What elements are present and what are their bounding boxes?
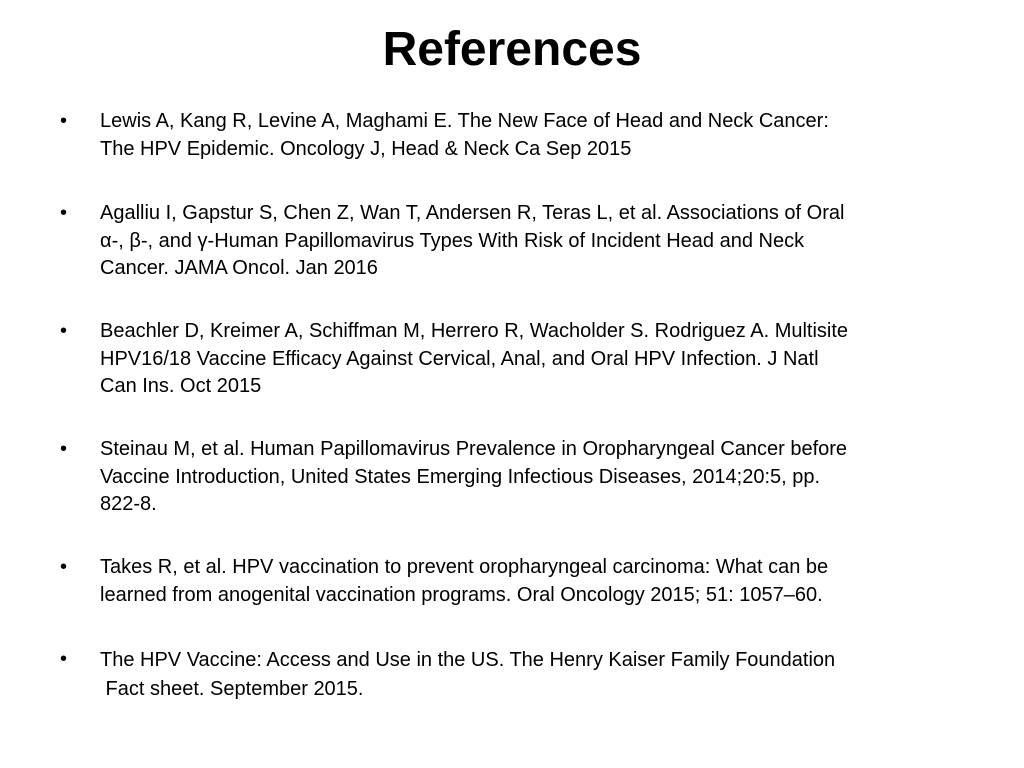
reference-line: The HPV Vaccine: Access and Use in the US. The Henry Kaiser Family Foundation [100,649,836,671]
bullet-icon: • [60,202,68,224]
reference-line: 822-8. [100,493,157,515]
reference-line: HPV16/18 Vaccine Efficacy Against Cervical, Anal, and Oral HPV Infection. J Natl [100,347,819,370]
reference-text [100,318,955,401]
reference-line: Fact sheet. September 2015. [100,678,364,700]
reference-line: Lewis A, Kang R, Levine A, Maghami E. The New Face of Head and Neck Cancer: [100,110,829,132]
bullet-icon: • [60,110,68,132]
reference-line: The HPV Epidemic. Oncology J, Head & Neck Ca Sep 2015 [100,137,632,160]
reference-line: Steinau M, et al. Human Papillomavirus Prevalence in Oropharyngeal Cancer before [100,438,848,460]
reference-line: learned from anogenital vaccination programs. Oral Oncology 2015; 51: 1057–60. [100,583,823,606]
reference-text [100,108,955,163]
reference-line: Can Ins. Oct 2015 [100,375,262,397]
reference-text [100,436,955,519]
reference-line: Agalliu I, Gapstur S, Chen Z, Wan T, Andersen R, Teras L, et al. Associations of Oral [100,202,845,224]
reference-line: Beachler D, Kreimer A, Schiffman M, Herrero R, Wacholder S. Rodriguez A. Multisite [100,320,849,342]
reference-line: Cancer. JAMA Oncol. Jan 2016 [100,257,378,279]
bullet-icon: • [60,320,68,342]
reference-line: Takes R, et al. HPV vaccination to prevent oropharyngeal carcinoma: What can be [100,556,829,578]
slide-title: References [382,23,642,76]
reference-line: α-, β-, and γ-Human Papillomavirus Types With Risk of Incident Head and Neck [100,229,805,252]
reference-text [100,646,955,704]
bullet-icon: • [60,556,68,578]
bullet-icon: • [60,438,68,460]
reference-line: Vaccine Introduction, United States Emerging Infectious Diseases, 2014;20:5, pp. [100,465,821,488]
reference-text [100,554,955,609]
bullet-icon: • [60,648,68,670]
reference-text [100,200,955,283]
